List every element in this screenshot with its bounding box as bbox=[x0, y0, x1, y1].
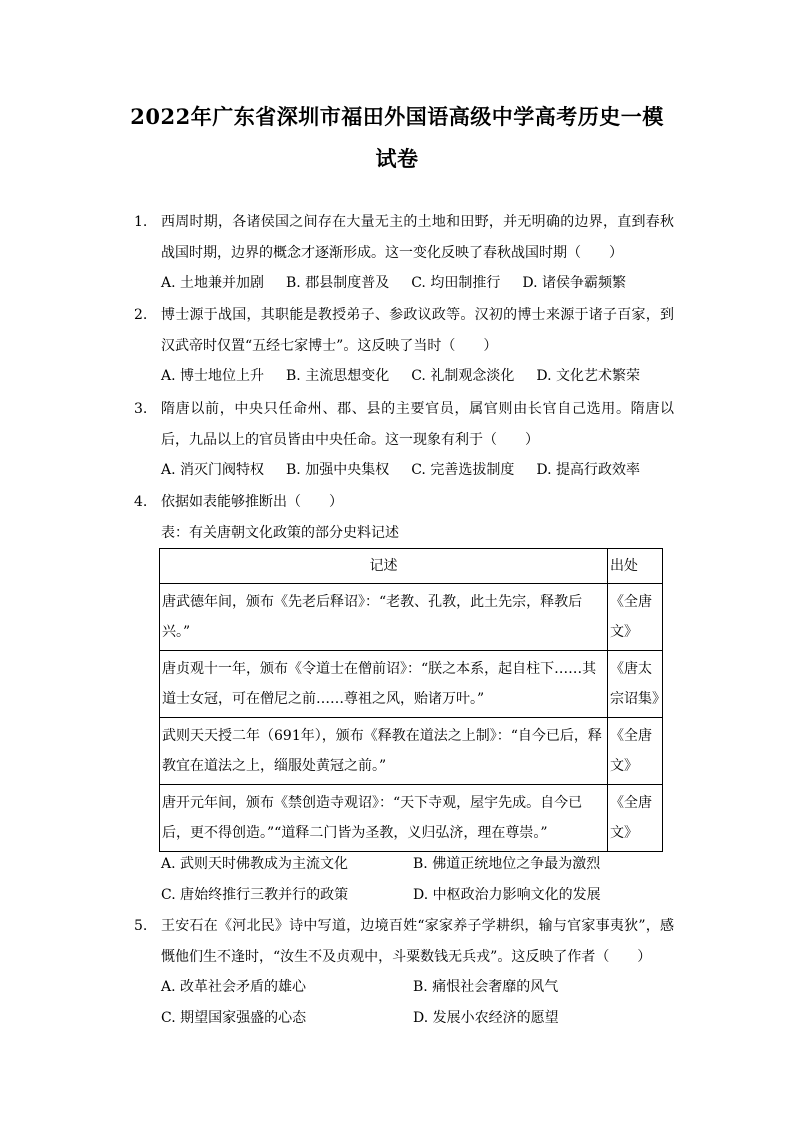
question-3 bbox=[134, 394, 674, 486]
question-1 bbox=[134, 207, 674, 299]
option-a: A. 土地兼并加剧 bbox=[161, 275, 265, 291]
cell-description: 武则天天授二年（691年），颁布《释教在道法之上制》：“自今已后，释教宜在道法之上，缁服处黄冠之前。” bbox=[160, 718, 608, 785]
question-options bbox=[161, 880, 674, 911]
source-table bbox=[159, 548, 667, 852]
option-c: C. 均田制推行 bbox=[411, 275, 501, 291]
option-b: B. 郡县制度普及 bbox=[286, 275, 390, 291]
table-header-row bbox=[160, 549, 663, 584]
cell-description: 唐开元年间，颁布《禁创造寺观诏》：“天下寺观，屋宇先成。自今已后，更不得创造。”“道释二门皆为圣教，义归弘济，理在尊崇。” bbox=[160, 785, 608, 852]
question-options bbox=[161, 268, 674, 299]
option-c: C. 唐始终推行三教并行的政策 bbox=[161, 886, 349, 903]
option-d: D. 诸侯争霸频繁 bbox=[522, 275, 626, 291]
question-number: 1. bbox=[134, 214, 148, 230]
question-options bbox=[161, 1003, 674, 1034]
option-d: D. 发展小农经济的愿望 bbox=[413, 1009, 559, 1026]
option-b: B. 加强中央集权 bbox=[286, 462, 390, 478]
question-stem: 依据如表能够推断出（ ） bbox=[161, 494, 343, 510]
option-d: D. 中枢政治力影响文化的发展 bbox=[413, 886, 601, 903]
option-d: D. 提高行政效率 bbox=[536, 462, 640, 478]
cell-source: 《全唐文》 bbox=[608, 584, 663, 651]
question-stem: 隋唐以前，中央只任命州、郡、县的主要官员，属官则由长官自己选用。隋唐以后，九品以上的官员皆由中央任命。这一现象有利于（ ） bbox=[161, 401, 674, 448]
question-number: 2. bbox=[134, 307, 148, 323]
header-description: 记述 bbox=[160, 549, 608, 584]
exam-title-line1: 2022年广东省深圳市福田外国语高级中学高考历史一模 bbox=[130, 104, 664, 129]
exam-title-line2: 试卷 bbox=[375, 146, 419, 171]
option-c: C. 期望国家强盛的心态 bbox=[161, 1009, 307, 1026]
question-4 bbox=[134, 487, 674, 852]
option-a: A. 武则天时佛教成为主流文化 bbox=[161, 856, 349, 872]
option-c: C. 礼制观念淡化 bbox=[411, 368, 515, 384]
option-a: A. 改革社会矛盾的雄心 bbox=[161, 979, 307, 995]
question-options bbox=[161, 849, 674, 880]
option-b: B. 佛道正统地位之争最为激烈 bbox=[413, 856, 601, 872]
table-row bbox=[160, 785, 663, 852]
question-2 bbox=[134, 300, 674, 392]
table-row bbox=[160, 718, 663, 785]
question-stem: 王安石在《河北民》诗中写道，边境百姓“家家养子学耕织，输与官家事夷狄”，感慨他们生不逢时，“汝生不及贞观中，斗粟数钱无兵戎”。这反映了作者（ ） bbox=[161, 918, 674, 965]
cell-source: 《全唐文》 bbox=[608, 718, 663, 785]
exam-title bbox=[120, 96, 674, 180]
question-5 bbox=[134, 911, 674, 1033]
option-a: A. 消灭门阀特权 bbox=[161, 462, 265, 478]
question-number: 5. bbox=[134, 918, 148, 934]
question-options bbox=[161, 455, 674, 486]
question-4-options-block bbox=[134, 849, 674, 910]
cell-source: 《全唐文》 bbox=[608, 785, 663, 852]
cell-source: 《唐太宗诏集》 bbox=[608, 651, 663, 718]
question-stem: 博士源于战国，其职能是教授弟子、参政议政等。汉初的博士来源于诸子百家，到汉武帝时仅置“五经七家博士”。这反映了当时（ ） bbox=[161, 307, 674, 354]
question-options bbox=[161, 361, 674, 392]
option-b: B. 痛恨社会奢靡的风气 bbox=[413, 979, 559, 995]
option-b: B. 主流思想变化 bbox=[286, 368, 390, 384]
question-number: 3. bbox=[134, 401, 148, 417]
cell-description: 唐贞观十一年，颁布《令道士在僧前诏》：“朕之本系，起自柱下……其道士女冠，可在僧尼之前……尊祖之风，贻诸万叶。” bbox=[160, 651, 608, 718]
table-row bbox=[160, 651, 663, 718]
option-a: A. 博士地位上升 bbox=[161, 368, 265, 384]
question-options bbox=[161, 972, 674, 1003]
question-stem: 西周时期，各诸侯国之间存在大量无主的土地和田野，并无明确的边界，直到春秋战国时期，边界的概念才逐渐形成。这一变化反映了春秋战国时期（ ） bbox=[161, 214, 674, 261]
cell-description: 唐武德年间，颁布《先老后释诏》：“老教、孔教，此土先宗，释教后兴。” bbox=[160, 584, 608, 651]
question-number: 4. bbox=[134, 494, 148, 510]
table-caption: 表：有关唐朝文化政策的部分史料记述 bbox=[161, 524, 399, 541]
option-d: D. 文化艺术繁荣 bbox=[536, 368, 640, 384]
option-c: C. 完善选拔制度 bbox=[411, 462, 515, 478]
header-source: 出处 bbox=[608, 549, 663, 584]
table-row bbox=[160, 584, 663, 651]
